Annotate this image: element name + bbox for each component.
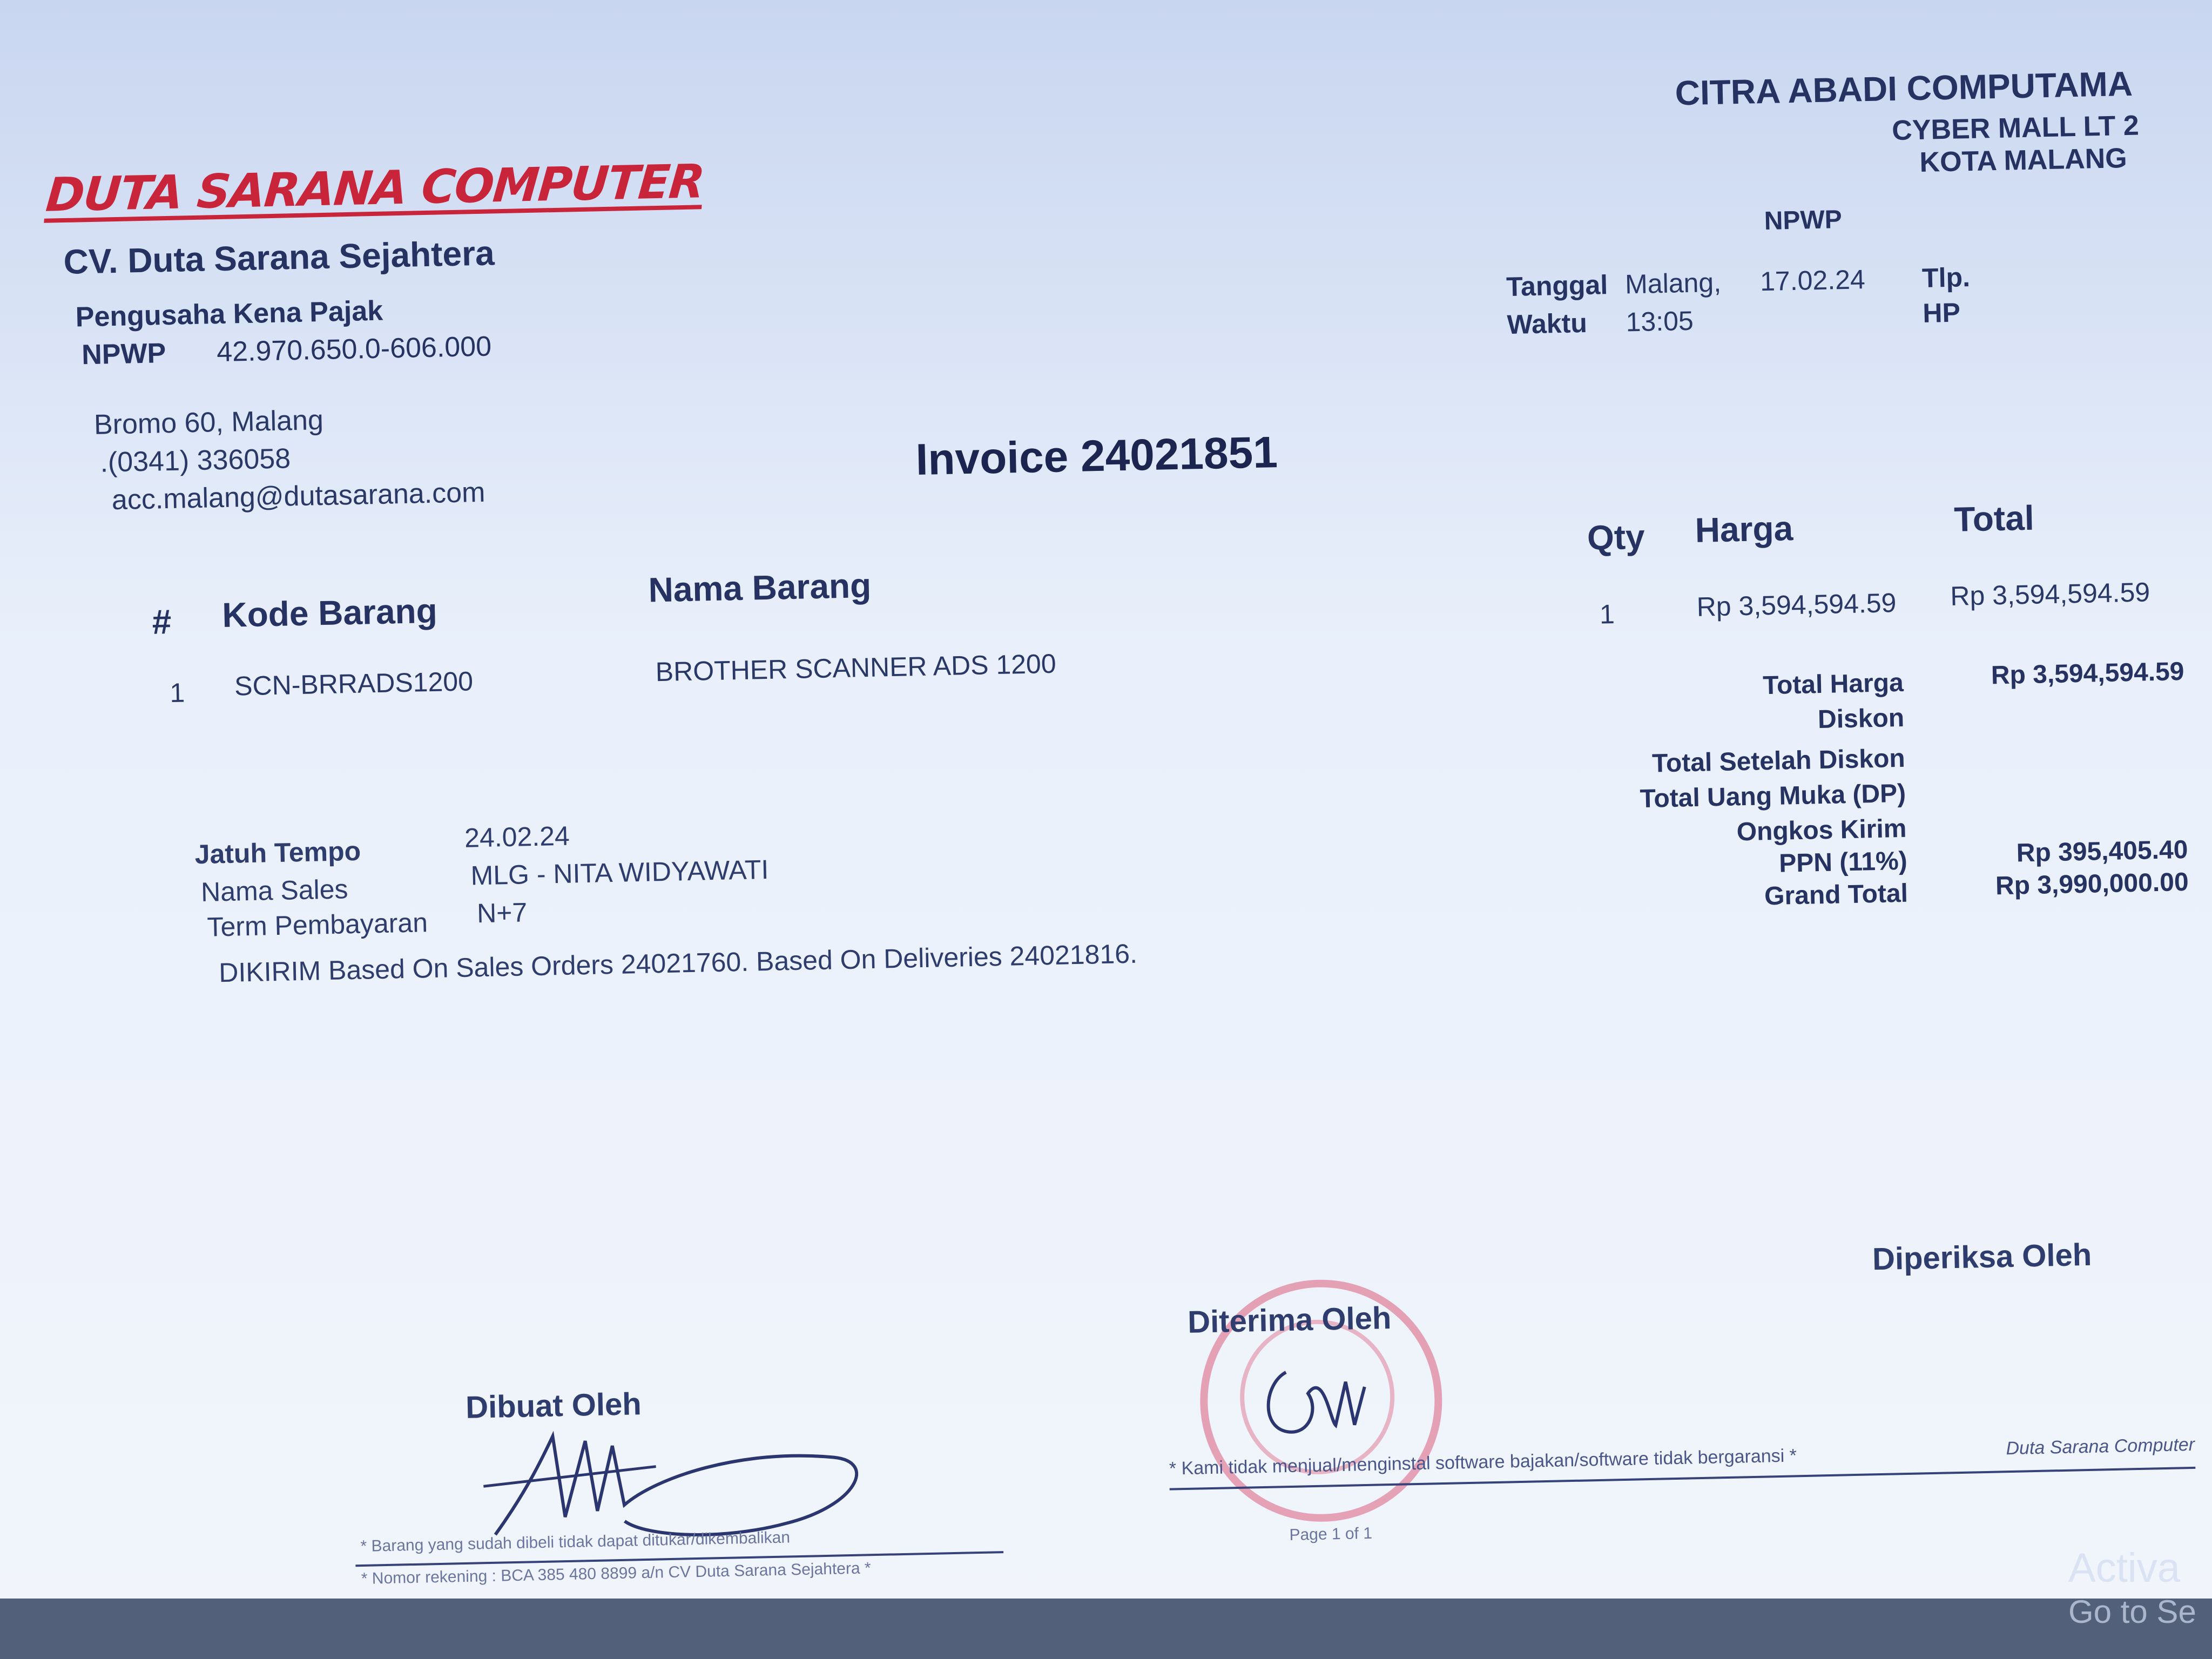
ongkos-kirim-label: Ongkos Kirim <box>1736 814 1907 847</box>
nama-sales-label: Nama Sales <box>200 874 349 907</box>
customer-address-line1: CYBER MALL LT 2 <box>1891 110 2140 147</box>
page-indicator: Page 1 of 1 <box>1289 1524 1373 1545</box>
activate-windows-line2: Go to Se <box>2068 1594 2196 1630</box>
jatuh-tempo-value: 24.02.24 <box>464 820 570 853</box>
grand-total-label: Grand Total <box>1764 879 1908 911</box>
tanggal-label: Tanggal <box>1506 269 1608 302</box>
ppn-value: Rp 395,405.40 <box>2016 835 2188 868</box>
receiver-signature <box>1253 1348 1395 1459</box>
grand-total-value: Rp 3,990,000.00 <box>1995 867 2189 901</box>
rekening-note: * Nomor rekening : BCA 385 480 8899 a/n CV Duta Sarana Sejahtera * <box>361 1559 871 1588</box>
delivery-note: DIKIRIM Based On Sales Orders 24021760. Based On Deliveries 24021816. <box>218 938 1138 988</box>
tanggal-value: 17.02.24 <box>1759 264 1866 297</box>
total-setelah-diskon-label: Total Setelah Diskon <box>1651 744 1906 778</box>
total-harga-label: Total Harga <box>1762 668 1904 700</box>
diperiksa-oleh-label: Diperiksa Oleh <box>1872 1237 2092 1277</box>
waktu-label: Waktu <box>1507 307 1588 340</box>
col-header-kode: Kode Barang <box>221 591 438 635</box>
row-number: 1 <box>169 677 185 709</box>
npwp-value: 42.970.650.0-606.000 <box>216 331 492 368</box>
dibuat-oleh-label: Dibuat Oleh <box>465 1386 642 1425</box>
diskon-label: Diskon <box>1817 703 1905 734</box>
company-email: acc.malang@dutasarana.com <box>111 476 485 516</box>
col-header-total: Total <box>1953 498 2035 539</box>
hp-label: HP <box>1922 297 1961 328</box>
tlp-label: Tlp. <box>1921 262 1971 293</box>
col-header-qty: Qty <box>1587 517 1645 558</box>
total-harga-value: Rp 3,594,594.59 <box>1991 657 2184 690</box>
jatuh-tempo-label: Jatuh Tempo <box>194 835 361 870</box>
customer-name: CITRA ABADI COMPUTAMA <box>1675 64 2133 113</box>
total-uang-muka-label: Total Uang Muka (DP) <box>1640 779 1906 814</box>
invoice-document <box>11 19 2212 1599</box>
software-disclaimer: * Kami tidak menjual/menginstal software bajakan/software tidak bergaransi * <box>1169 1445 1797 1479</box>
invoice-title: Invoice 24021851 <box>915 428 1278 485</box>
company-name: CV. Duta Sarana Sejahtera <box>63 233 495 282</box>
term-label: Term Pembayaran <box>206 907 428 942</box>
row-harga: Rp 3,594,594.59 <box>1696 588 1897 622</box>
npwp-label: NPWP <box>81 338 166 371</box>
monitor-bezel <box>0 1599 2212 1659</box>
row-nama: BROTHER SCANNER ADS 1200 <box>655 648 1057 687</box>
col-header-number: # <box>151 602 172 642</box>
diterima-oleh-label: Diterima Oleh <box>1187 1300 1392 1340</box>
row-kode: SCN-BRRADS1200 <box>234 666 474 702</box>
ppn-label: PPN (11%) <box>1778 846 1908 878</box>
row-total: Rp 3,594,594.59 <box>1950 577 2150 611</box>
barang-note: * Barang yang sudah dibeli tidak dapat ditukar/dikembalikan <box>360 1528 791 1556</box>
activate-windows-line1: Activa <box>2068 1545 2180 1591</box>
customer-address-line2: KOTA MALANG <box>1919 142 2128 179</box>
customer-npwp-label: NPWP <box>1764 205 1843 236</box>
term-value: N+7 <box>476 897 528 929</box>
waktu-value: 13:05 <box>1626 305 1694 338</box>
company-address: Bromo 60, Malang <box>93 404 324 441</box>
brand-small: Duta Sarana Computer <box>2006 1434 2195 1459</box>
row-qty: 1 <box>1599 599 1615 630</box>
company-phone: .(0341) 336058 <box>99 443 291 478</box>
col-header-nama: Nama Barang <box>648 565 872 610</box>
pkp-label: Pengusaha Kena Pajak <box>75 295 383 333</box>
brand-logo: DUTA SARANA COMPUTER <box>44 154 706 222</box>
tanggal-city: Malang, <box>1624 267 1722 300</box>
nama-sales-value: MLG - NITA WIDYAWATI <box>470 854 769 891</box>
col-header-harga: Harga <box>1694 509 1793 550</box>
